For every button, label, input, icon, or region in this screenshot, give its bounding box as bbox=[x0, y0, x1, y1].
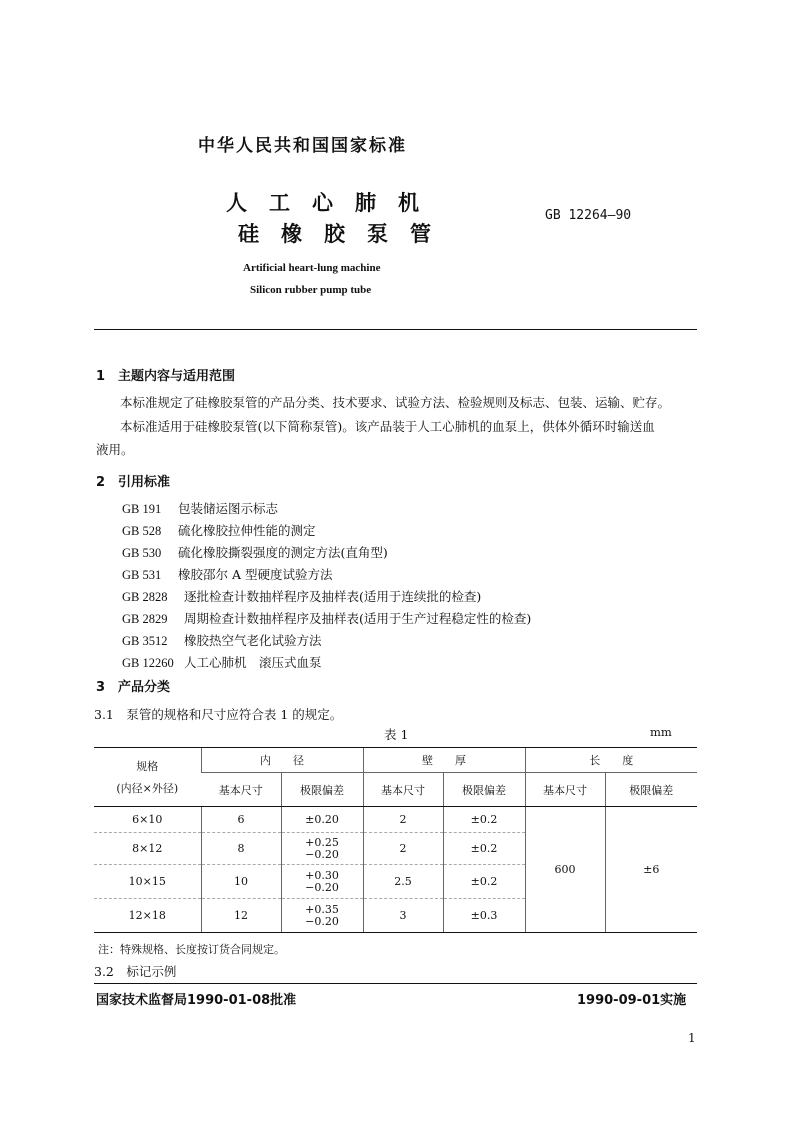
group-wall-thickness: 壁 厚 bbox=[363, 748, 525, 773]
reference-code: GB 531 bbox=[122, 568, 162, 582]
inner-tol-lower: −0.20 bbox=[305, 847, 339, 861]
cell-inner-tol bbox=[281, 833, 363, 865]
section3-heading: 3 产品分类 bbox=[96, 680, 171, 695]
document-title-line2: 硅橡胶泵管 bbox=[238, 222, 453, 246]
reference-item bbox=[122, 542, 531, 564]
reference-code: GB 12260 bbox=[122, 656, 174, 670]
table-row bbox=[94, 807, 697, 833]
section1-para2-line1: 本标准适用于硅橡胶泵管(以下简称泵管)。该产品装于人工心肺机的血泵上，供体外循环时输送血 bbox=[120, 419, 655, 434]
inner-tol-value: ±0.20 bbox=[305, 813, 339, 826]
reference-item bbox=[122, 498, 531, 520]
reference-code: GB 530 bbox=[122, 546, 162, 560]
wall-tol-header: 极限偏差 bbox=[443, 773, 525, 807]
cell-inner-tol bbox=[281, 807, 363, 833]
section1-para2-line2: 液用。 bbox=[96, 442, 134, 457]
cell-wall-tol: ±0.2 bbox=[443, 833, 525, 865]
table-caption: 表 1 bbox=[384, 727, 409, 742]
reference-item bbox=[122, 630, 531, 652]
reference-item bbox=[122, 652, 531, 674]
inner-basic-header: 基本尺寸 bbox=[201, 773, 281, 807]
english-title-line1: Artificial heart-lung machine bbox=[243, 262, 381, 274]
col-spec-header bbox=[94, 748, 201, 807]
reference-code: GB 3512 bbox=[122, 634, 168, 648]
cell-spec: 12×18 bbox=[94, 899, 201, 933]
english-title-line2: Silicon rubber pump tube bbox=[250, 284, 372, 296]
cell-wall-tol: ±0.3 bbox=[443, 899, 525, 933]
cell-length: 600 bbox=[525, 807, 605, 933]
spec-table bbox=[94, 747, 697, 933]
header-divider bbox=[94, 329, 697, 330]
inner-tol-lower: −0.20 bbox=[305, 880, 339, 894]
cell-inner-tol bbox=[281, 899, 363, 933]
standard-code: GB 12264—90 bbox=[545, 208, 632, 223]
col-spec-sublabel: (内径×外径) bbox=[116, 782, 179, 795]
reference-item bbox=[122, 564, 531, 586]
inner-tol-upper: +0.35 bbox=[305, 902, 339, 916]
clause-3-2: 3.2 标记示例 bbox=[94, 964, 177, 979]
references-list bbox=[122, 498, 531, 674]
reference-title: 人工心肺机 滚压式血泵 bbox=[184, 655, 322, 670]
section1-heading: 1 主题内容与适用范围 bbox=[96, 369, 236, 384]
length-tol-header: 极限偏差 bbox=[605, 773, 697, 807]
inner-tol-lower: −0.20 bbox=[305, 914, 339, 928]
reference-title: 包装储运图示标志 bbox=[178, 501, 279, 516]
page-number: 1 bbox=[688, 1031, 696, 1045]
document-title-line1: 人工心肺机 bbox=[226, 191, 441, 215]
reference-title: 硫化橡胶拉伸性能的测定 bbox=[178, 523, 316, 538]
group-length: 长 度 bbox=[525, 748, 697, 773]
table-unit: mm bbox=[650, 725, 672, 739]
footer-divider bbox=[94, 983, 697, 984]
cell-inner: 8 bbox=[201, 833, 281, 865]
section2-heading: 2 引用标准 bbox=[96, 475, 171, 490]
cell-wall-tol: ±0.2 bbox=[443, 807, 525, 833]
national-standard-title: 中华人民共和国国家标准 bbox=[198, 136, 407, 156]
wall-basic-header: 基本尺寸 bbox=[363, 773, 443, 807]
inner-tol-header: 极限偏差 bbox=[281, 773, 363, 807]
cell-spec: 10×15 bbox=[94, 865, 201, 899]
section1-para1: 本标准规定了硅橡胶泵管的产品分类、技术要求、试验方法、检验规则及标志、包装、运输、贮存。 bbox=[120, 395, 671, 410]
reference-code: GB 2828 bbox=[122, 590, 168, 604]
cell-spec: 6×10 bbox=[94, 807, 201, 833]
cell-wall: 2.5 bbox=[363, 865, 443, 899]
clause-3-1: 3.1 泵管的规格和尺寸应符合表 1 的规定。 bbox=[94, 707, 343, 722]
reference-title: 硫化橡胶撕裂强度的测定方法(直角型) bbox=[178, 545, 388, 560]
reference-title: 逐批检查计数抽样程序及抽样表(适用于连续批的检查) bbox=[184, 589, 482, 604]
reference-item bbox=[122, 520, 531, 542]
cell-inner: 6 bbox=[201, 807, 281, 833]
cell-wall: 2 bbox=[363, 807, 443, 833]
cell-inner: 10 bbox=[201, 865, 281, 899]
inner-tol-upper: +0.25 bbox=[305, 835, 339, 849]
reference-title: 橡胶热空气老化试验方法 bbox=[184, 633, 322, 648]
reference-code: GB 2829 bbox=[122, 612, 168, 626]
reference-code: GB 528 bbox=[122, 524, 162, 538]
col-spec-label: 规格 bbox=[136, 760, 159, 773]
reference-item bbox=[122, 608, 531, 630]
table-note: 注：特殊规格、长度按订货合同规定。 bbox=[98, 943, 285, 956]
effective-date-text: 1990-09-01实施 bbox=[577, 993, 687, 1008]
cell-inner: 12 bbox=[201, 899, 281, 933]
cell-inner-tol bbox=[281, 865, 363, 899]
cell-length-tol: ±6 bbox=[605, 807, 697, 933]
reference-title: 橡胶邵尔 A 型硬度试验方法 bbox=[178, 567, 333, 582]
reference-title: 周期检查计数抽样程序及抽样表(适用于生产过程稳定性的检查) bbox=[184, 611, 532, 626]
approval-text: 国家技术监督局1990-01-08批准 bbox=[96, 993, 297, 1008]
inner-tol-upper: +0.30 bbox=[305, 868, 339, 882]
group-inner-diameter: 内 径 bbox=[201, 748, 363, 773]
cell-wall: 3 bbox=[363, 899, 443, 933]
cell-wall-tol: ±0.2 bbox=[443, 865, 525, 899]
cell-spec: 8×12 bbox=[94, 833, 201, 865]
reference-item bbox=[122, 586, 531, 608]
cell-wall: 2 bbox=[363, 833, 443, 865]
reference-code: GB 191 bbox=[122, 502, 162, 516]
length-basic-header: 基本尺寸 bbox=[525, 773, 605, 807]
